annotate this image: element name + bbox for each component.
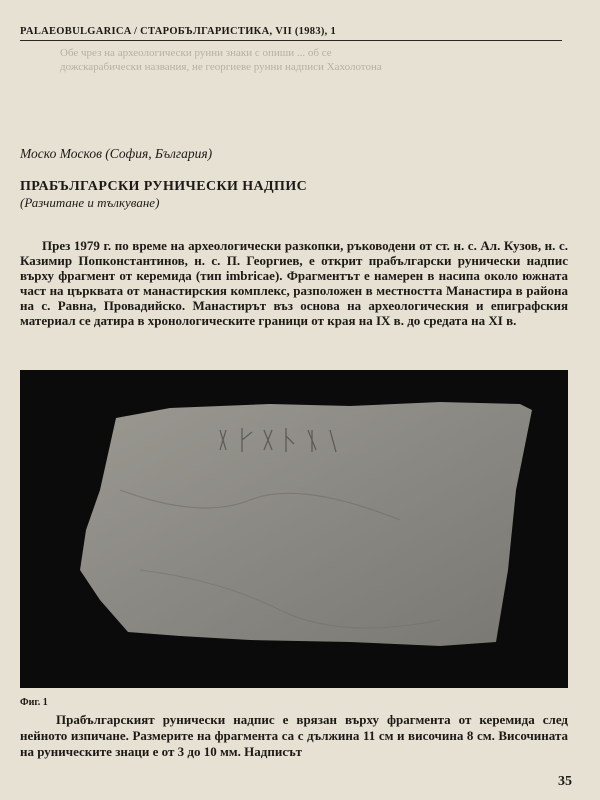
article-title: ПРАБЪЛГАРСКИ РУНИЧЕСКИ НАДПИС xyxy=(20,179,308,194)
paragraph-intro: През 1979 г. по време на археологически разкопки, ръководени от ст. н. с. Ал. Кузов, н. с. Казимир Попконстантинов, н. с. П. Георгиев, е открит прабългарски рунически надпис върху фрагмент от керемида (тип imbricae). Фрагментът е намерен в насипа около южната част на църквата от манастирския комплекс, разположен в местността Манастира в района на с. Равна, Провадийско. Манастирът въз основа на археологическия и епиграфския материал се датира в хронологическите граници от края на IX в. до средата на XI в. xyxy=(20,238,568,328)
header-rule xyxy=(20,40,562,41)
tile-fragment xyxy=(80,402,532,646)
figure-caption: Фиг. 1 xyxy=(20,697,48,708)
figure-photo xyxy=(20,370,568,688)
bleed-through-text xyxy=(60,46,560,74)
article-author: Моско Москов (София, България) xyxy=(20,146,213,161)
running-head: PALAEOBULGARICA / СТАРОБЪЛГАРИСТИКА, VII (1983), 1 xyxy=(20,26,337,37)
article-subtitle: (Разчитане и тълкуване) xyxy=(20,195,160,210)
bleed-line: дожскарабически названия, не георгиеве рунни надписи Хахолотона xyxy=(60,61,382,73)
paragraph-description: Прабългарският рунически надпис е врязан върху фрагмента от керемида след нейното изпичане. Размерите на фрагмента са с дължина 11 см и височина 8 см. Височината на руническите знаци е от 3 до 10 мм. Надписът xyxy=(20,712,568,759)
bleed-line: Обе чрез на археологически рунни знаки с опиши ... об се xyxy=(60,47,332,59)
page-number: 35 xyxy=(558,774,572,789)
tile-fragment-image xyxy=(20,370,568,688)
